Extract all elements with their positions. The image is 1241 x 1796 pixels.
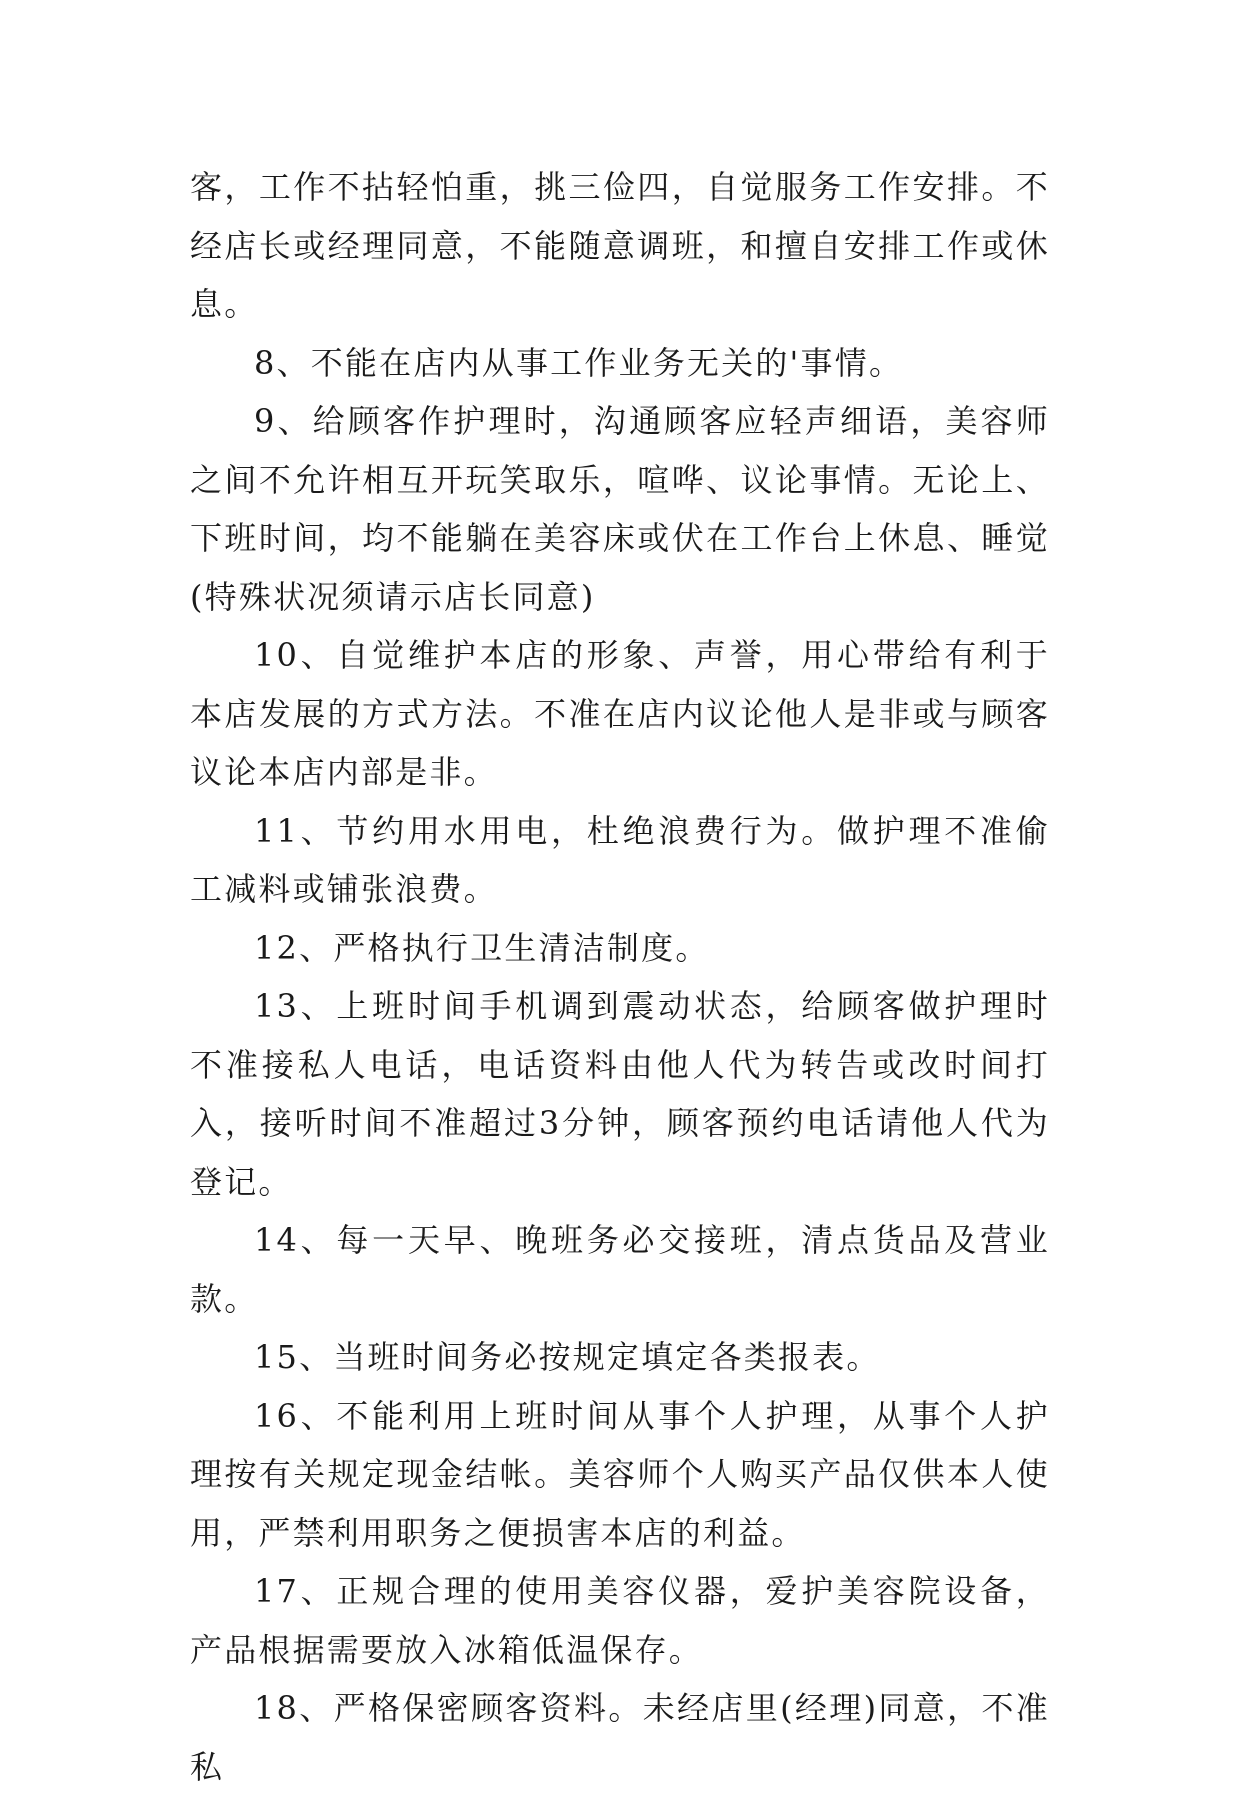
- paragraph-rule-12: 12、严格执行卫生清洁制度。: [254, 928, 710, 967]
- paragraph-rule-16: 16、不能利用上班时间从事个人护理，从事个人护理按有关规定现金结帐。美容师个人购买产品仅供本人使用，严禁利用职务之便损害本店的利益。: [190, 1396, 1050, 1552]
- paragraph-rule-18: 18、严格保密顾客资料。未经店里(经理)同意，不准私: [190, 1689, 1050, 1786]
- paragraph-rule-10: 10、自觉维护本店的形象、声誉，用心带给有利于本店发展的方式方法。不准在店内议论他人是非或与顾客议论本店内部是非。: [190, 636, 1050, 791]
- paragraph-rule-17: 17、正规合理的使用美容仪器，爱护美容院设备，产品根据需要放入冰箱低温保存。: [190, 1572, 1050, 1669]
- paragraph-rule-14: 14、每一天早、晚班务必交接班，清点货品及营业款。: [190, 1221, 1050, 1318]
- paragraph-continuation: 客，工作不拈轻怕重，挑三俭四，自觉服务工作安排。不经店长或经理同意，不能随意调班，和擅自安排工作或休息。: [190, 168, 1050, 323]
- paragraph-rule-15: 15、当班时间务必按规定填定各类报表。: [254, 1338, 881, 1376]
- paragraph-rule-8: 8、不能在店内从事工作业务无关的'事情。: [254, 343, 904, 382]
- paragraph-rule-13: 13、上班时间手机调到震动状态，给顾客做护理时不准接私人电话，电话资料由他人代为转告或改时间打入，接听时间不准超过3分钟，顾客预约电话请他人代为登记。: [190, 987, 1050, 1201]
- paragraph-rule-11: 11、节约用水用电，杜绝浪费行为。做护理不准偷工减料或铺张浪费。: [190, 811, 1050, 908]
- document-body: [190, 158, 1050, 1796]
- paragraph-rule-9: 9、给顾客作护理时，沟通顾客应轻声细语，美容师之间不允许相互开玩笑取乐，喧哗、议论事情。无论上、下班时间，均不能躺在美容床或伏在工作台上休息、睡觉(特殊状况须请示店长同意): [190, 402, 1050, 616]
